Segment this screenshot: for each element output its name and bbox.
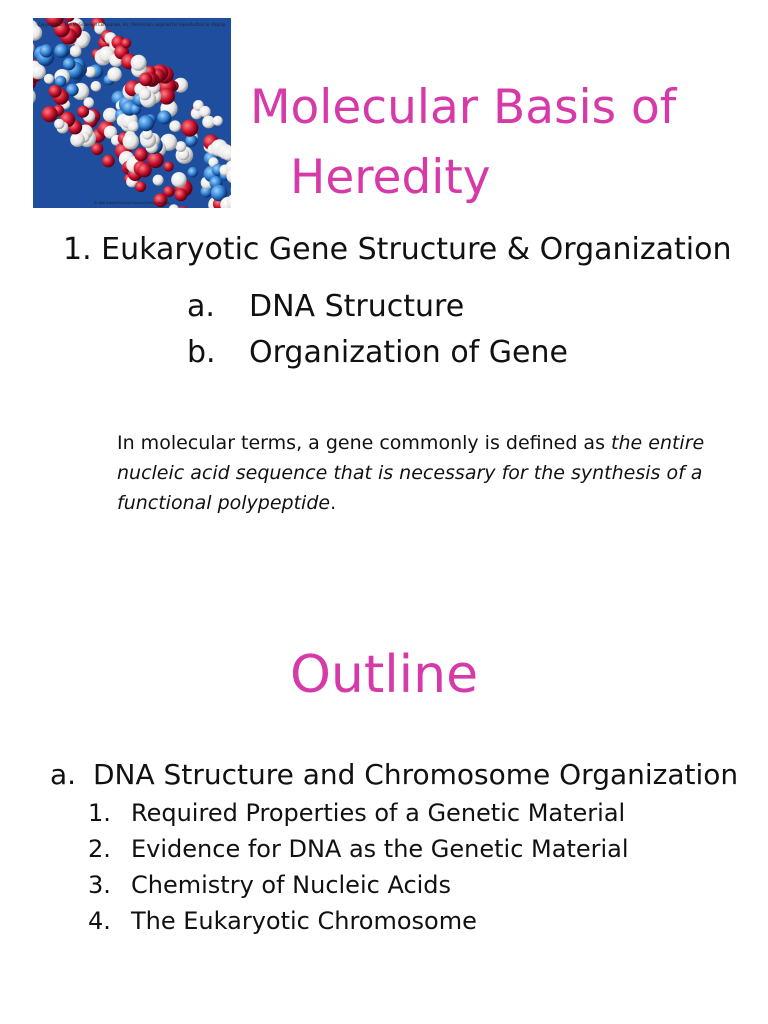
dna-atom	[139, 73, 153, 87]
outline-main-label: DNA Structure and Chromosome Organization	[93, 758, 739, 791]
image-credit: © Ken Eward/Science Source/Getty Images	[94, 201, 170, 205]
dna-atom	[91, 81, 102, 92]
dna-atom	[131, 55, 147, 71]
list-item	[187, 287, 464, 327]
dna-atom	[181, 119, 198, 136]
dna-atom	[135, 181, 146, 192]
dna-atom	[199, 106, 210, 117]
page-title-line1: Molecular Basis of	[250, 80, 677, 135]
dna-atom	[123, 133, 139, 149]
outline-list-item	[88, 795, 629, 831]
dna-atom	[128, 121, 139, 132]
list-marker: 4.	[88, 907, 111, 935]
dna-atom	[188, 167, 199, 178]
outline-item-label: Chemistry of Nucleic Acids	[131, 871, 452, 899]
list-marker: 3.	[88, 871, 111, 899]
gene-definition	[117, 428, 717, 518]
outline-list-item	[88, 867, 629, 903]
definition-end: .	[330, 492, 337, 514]
dna-atom	[171, 172, 186, 187]
dna-model-image	[33, 18, 231, 208]
dna-atom	[42, 106, 58, 122]
dna-atom	[121, 38, 131, 48]
section-heading: 1. Eukaryotic Gene Structure & Organization	[63, 232, 732, 267]
list-marker: a.	[187, 289, 215, 324]
dna-atom	[102, 155, 115, 168]
dna-atom	[138, 115, 154, 131]
outline-sublist	[88, 795, 629, 939]
dna-atom	[164, 161, 174, 171]
dna-atom	[134, 148, 148, 162]
dna-atom	[70, 45, 82, 57]
dna-atom	[137, 163, 151, 177]
dna-atom	[169, 120, 181, 132]
list-marker: 1.	[88, 799, 111, 827]
outline-item-label: Required Properties of a Genetic Material	[131, 799, 626, 827]
outline-item-label: The Eukaryotic Chromosome	[131, 907, 477, 935]
list-item-label: DNA Structure	[249, 289, 465, 324]
list-item	[187, 333, 568, 373]
dna-atom	[54, 44, 68, 58]
dna-atom	[40, 44, 53, 57]
list-marker: b.	[187, 335, 216, 370]
list-item-label: Organization of Gene	[249, 335, 568, 370]
dna-atom	[157, 110, 171, 124]
outline-item-label: Evidence for DNA as the Genetic Material	[131, 835, 629, 863]
outline-title: Outline	[289, 645, 479, 705]
dna-atom	[77, 106, 89, 118]
dna-atom	[153, 175, 164, 186]
dna-atom	[49, 85, 62, 98]
outline-list-item	[88, 831, 629, 867]
definition-italic: the entire nucleic acid sequence that is necessary for the synthesis of a functional polypeptide	[117, 432, 705, 514]
dna-atom	[63, 58, 76, 71]
outline-list-item	[88, 903, 629, 939]
list-marker: 2.	[88, 835, 111, 863]
page-title-line2: Heredity	[290, 150, 491, 205]
copyright-notice: Copyright © The McGraw-Hill Companies, Inc. Permission required for reproduction or display.	[38, 22, 226, 27]
dna-helix-illustration	[33, 18, 231, 208]
dna-atom	[54, 119, 64, 129]
outline-main-item	[50, 756, 738, 794]
dna-atom	[139, 88, 151, 100]
dna-atom	[44, 74, 54, 84]
definition-lead: In molecular terms, a gene commonly is defined as	[117, 432, 612, 454]
dna-atom	[70, 132, 85, 147]
dna-atom	[107, 67, 121, 81]
list-marker: a.	[50, 758, 77, 791]
dna-atom	[213, 116, 223, 126]
